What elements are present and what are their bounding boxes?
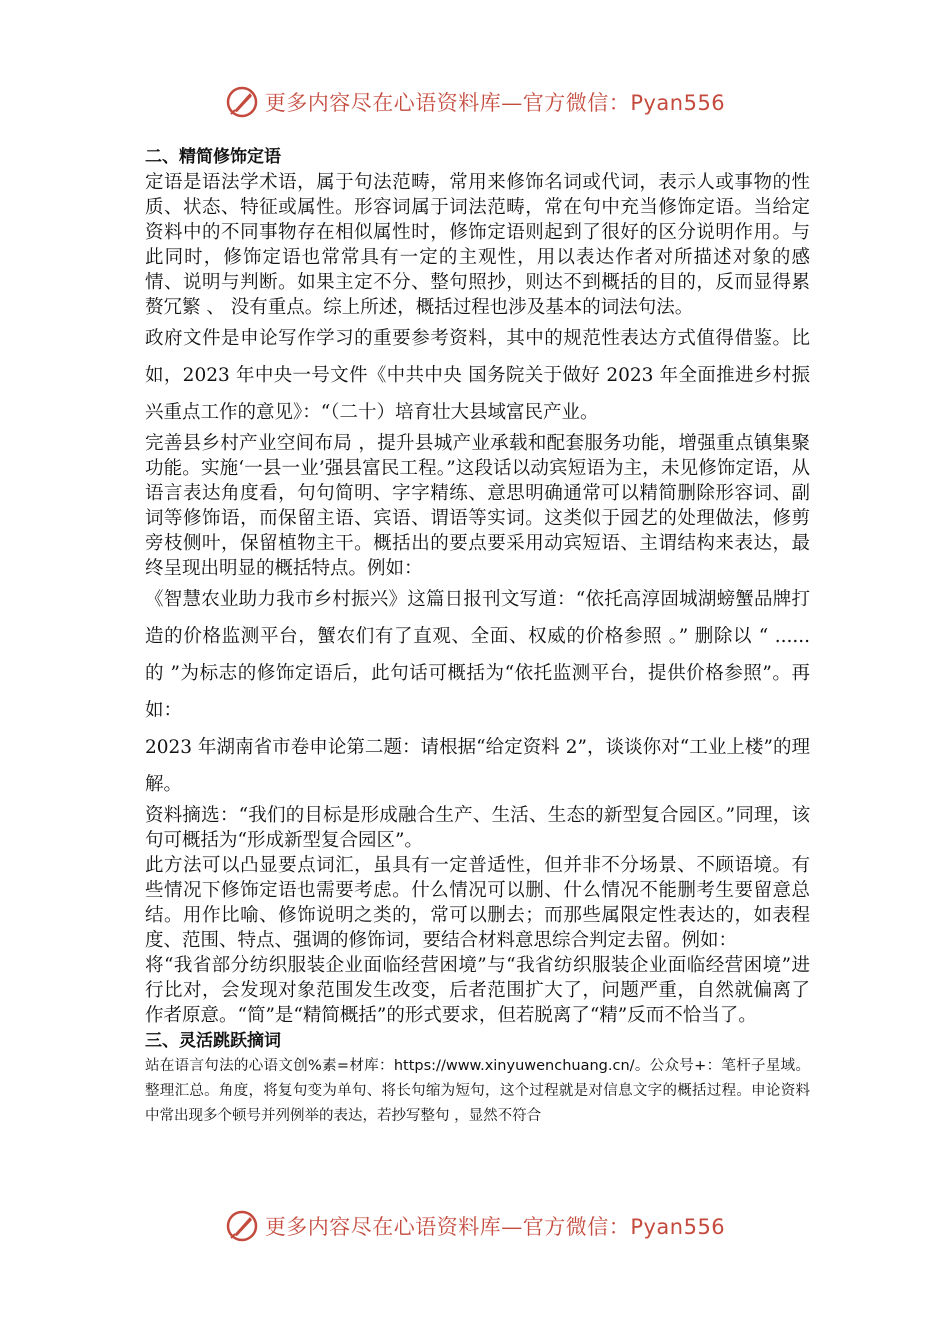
quill-logo-icon [225, 1209, 259, 1243]
paragraph: 2023 年湖南省市卷申论第二题：请根据“给定资料 2”，谈谈你对“工业上楼”的理解。 [145, 737, 810, 795]
paragraph: 将“我省部分纺织服装企业面临经营困境”与“我省纺织服装企业面临经营困境”进行比对，会发现对象范围发生改变，后者范围扩大了，问题严重，自然就偏离了作者原意。“简”是“精简概括”的形式要求，但若脱离了“精”反而不恰当了。 [145, 955, 810, 1026]
paragraph: 《智慧农业助力我市乡村振兴》这篇日报刊文写道：“依托高淳固城湖螃蟹品牌打造的价格监测平台，蟹农们有了直观、全面、权威的价格参照 。” 删除以 “ ...... 的 ”为标志的修饰定语后，此句话可概括为“依托监测平台，提供价格参照”。再如： [145, 589, 810, 721]
paragraph: 完善县乡村产业空间布局 ，提升县城产业承载和配套服务功能，增强重点镇集聚功能。实施‘一县一业’强县富民工程。”这段话以动宾短语为主，未见修饰定语，从语言表达角度看，句句简明、字字精练、意思明确通常可以精简删除形容词、副词等修饰语，而保留主语、宾语、谓语等实词。这类似于园艺的处理做法，修剪旁枝侧叶，保留植物主干。概括出的要点要采用动宾短语、主谓结构来表达，最终呈现出明显的概括特点。例如： [145, 433, 810, 579]
header-banner [0, 82, 950, 122]
section-heading-3: 三、灵活跳跃摘词 [145, 1031, 281, 1051]
paragraph: 定语是语法学术语，属于句法范畴，常用来修饰名词或代词，表示人或事物的性质、状态、特征或属性。形容词属于词法范畴，常在句中充当修饰定语。当给定资料中的不同事物存在相似属性时，修饰定语则起到了很好的区分说明作用。与此同时，修饰定语也常常具有一定的主观性，用以表达作者对所描述对象的感情、说明与判断。如果主定不分、整句照抄，则达不到概括的目的，反而显得累赘冗繁 、 没有重点。综上所述，概括过程也涉及基本的词法句法。 [145, 172, 810, 318]
quill-logo-icon [225, 85, 259, 119]
banner-text: 更多内容尽在心语资料库—官方微信：Pyan556 [264, 91, 726, 115]
section-heading-2: 二、精简修饰定语 [145, 147, 281, 167]
paragraph: 站在语言句法的心语文创%素=材库：https://www.xinyuwenchuang.cn/。公众号+：笔杆子星域。整理汇总。角度，将复句变为单句、将长句缩为短句，这个过程就是对信息文字的概括过程。申论资料中常出现多个顿号并列例举的表达，若抄写整句 ，显然不符合 [145, 1058, 810, 1124]
banner-text: 更多内容尽在心语资料库—官方微信：Pyan556 [264, 1215, 726, 1239]
paragraph: 资料摘选：“我们的目标是形成融合生产、生活、生态的新型复合园区。”同理，该句可概括为“形成新型复合园区”。 [145, 805, 810, 851]
wechat-id: Pyan556 [630, 1215, 726, 1239]
paragraph: 此方法可以凸显要点词汇，虽具有一定普适性，但并非不分场景、不顾语境。有些情况下修饰定语也需要考虑。什么情况可以删、什么情况不能删考生要留意总结。用作比喻、修饰说明之类的，常可以删去；而那些属限定性表达的，如表程度、范围、特点、强调的修饰词，要结合材料意思综合判定去留。例如： [145, 855, 810, 951]
document-body [145, 144, 810, 1129]
footer-banner [0, 1206, 950, 1246]
wechat-id: Pyan556 [630, 91, 726, 115]
paragraph: 政府文件是申论写作学习的重要参考资料，其中的规范性表达方式值得借鉴。比如，2023 年中央一号文件《中共中央 国务院关于做好 2023 年全面推进乡村振兴重点工作的意见》：“（二十）培育壮大县域富民产业。 [145, 328, 810, 423]
